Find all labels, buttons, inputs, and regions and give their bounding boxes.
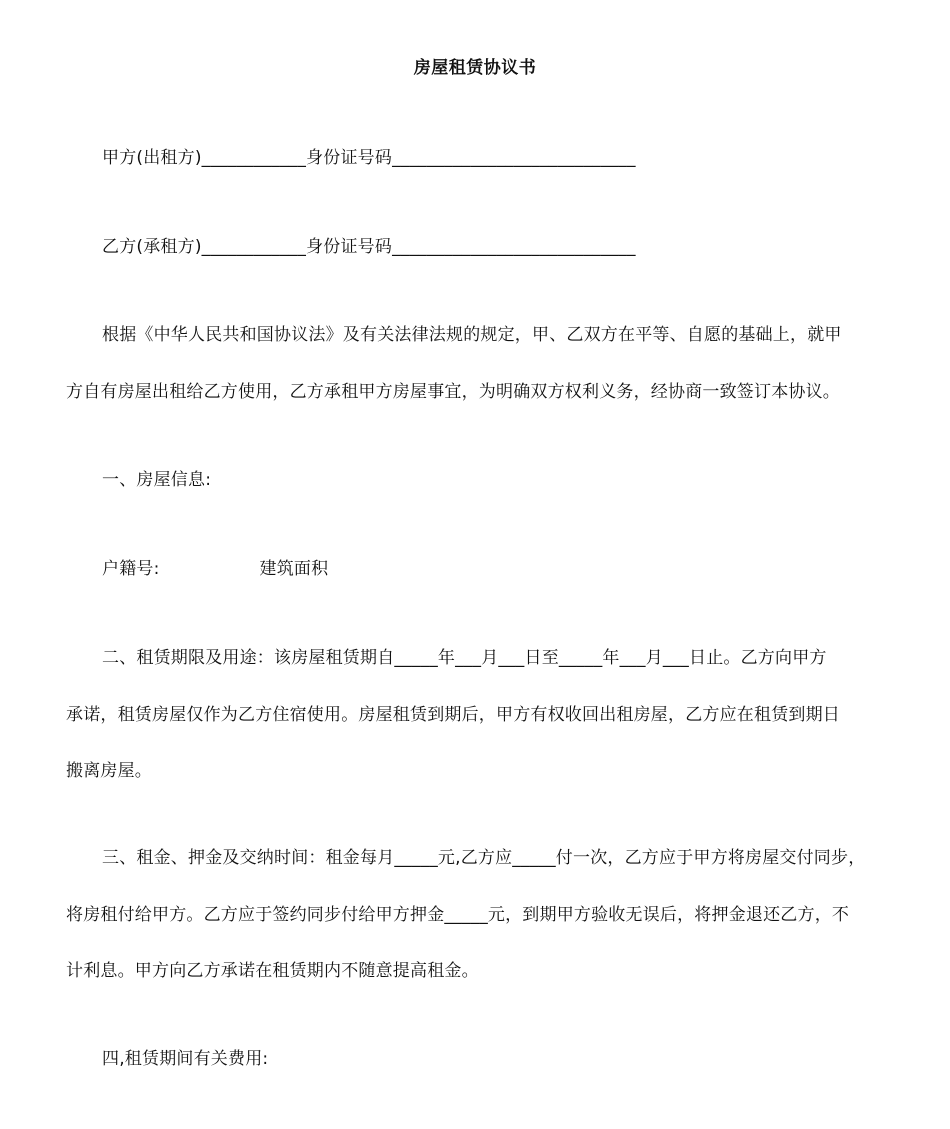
party-a-line: 甲方(出租方)____________身份证号码____________________________ <box>102 148 636 168</box>
building-area-label: 建筑面积 <box>259 559 329 579</box>
intro-paragraph-line-2: 方自有房屋出租给乙方使用，乙方承租甲方房屋事宜，为明确双方权利义务，经协商一致签订本协议。 <box>66 382 840 402</box>
document-title: 房屋租赁协议书 <box>413 58 537 78</box>
section-3-line-2: 将房租付给甲方。乙方应于签约同步付给甲方押金_____元，到期甲方验收无误后，将押金退还乙方，不 <box>66 905 850 925</box>
section-3-line-1: 三、租金、押金及交纳时间：租金每月_____元,乙方应_____付一次，乙方应于甲方将房屋交付同步， <box>102 848 866 868</box>
intro-paragraph-line-1: 根据《中华人民共和国协议法》及有关法律法规的规定，甲、乙双方在平等、自愿的基础上，就甲 <box>102 325 842 345</box>
section-2-line-2: 承诺，租赁房屋仅作为乙方住宿使用。房屋租赁到期后，甲方有权收回出租房屋，乙方应在租赁到期日 <box>66 705 840 725</box>
section-4-heading: 四,租赁期间有关费用: <box>102 1049 269 1069</box>
house-info-line <box>102 557 906 581</box>
section-3-line-3: 计利息。甲方向乙方承诺在租赁期内不随意提高租金。 <box>66 961 479 981</box>
section-2-line-3: 搬离房屋。 <box>66 761 152 781</box>
party-b-line: 乙方(承租方)____________身份证号码____________________________ <box>102 237 636 257</box>
section-1-heading: 一、房屋信息: <box>102 470 212 490</box>
section-2-line-1: 二、租赁期限及用途：该房屋租赁期自_____年___月___日至_____年___月___日止。乙方向甲方 <box>102 648 827 668</box>
household-number-label: 户籍号: <box>102 559 160 579</box>
